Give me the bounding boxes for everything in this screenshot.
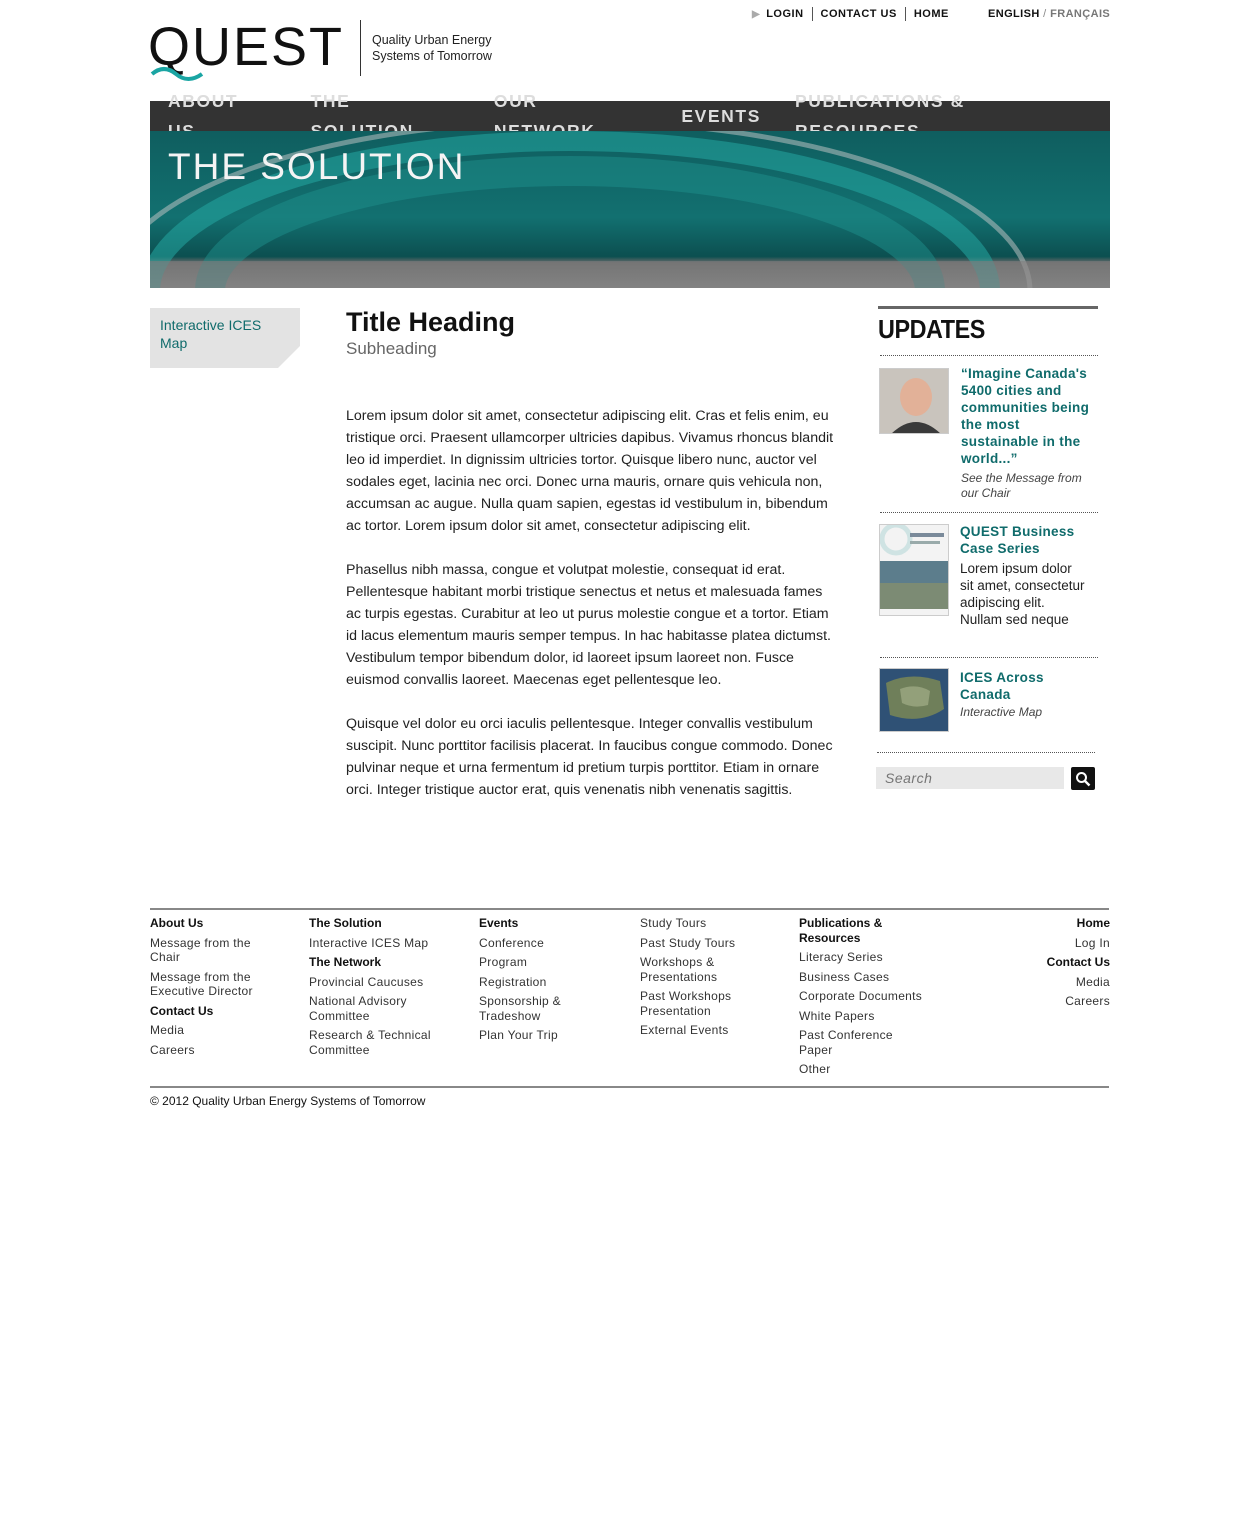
footer-link[interactable]: Other xyxy=(799,1062,831,1076)
footer-link[interactable]: The Network xyxy=(309,955,382,969)
updates-title: UPDATES xyxy=(878,314,985,344)
footer-col-events xyxy=(479,916,589,1048)
footer-link[interactable]: White Papers xyxy=(799,1008,875,1023)
footer-link[interactable]: External Events xyxy=(640,1023,729,1037)
logo-divider xyxy=(360,20,361,76)
paragraph-2: Phasellus nibh massa, congue et volutpat molestie, consequat id erat. Pellentesque habitant morbi tristique senectus et netus et malesuada fames ac turpis egestas. Curabitur at leo ut purus molestie congue et a tortor. Etiam id lacus elementum mauris semper tempus. In hac habitasse platea dictumst. Vestibulum tempor bibendum dolor, id laoreet ipsum laoreet non. Fusce euismod convallis laoreet. Maecenas eget pellentesque leo. xyxy=(346,562,831,688)
update-3-heading[interactable]: ICES Across Canada xyxy=(960,670,1044,702)
copyright: © 2012 Quality Urban Energy Systems of Tomorrow xyxy=(150,1094,426,1108)
update-2-heading[interactable]: QUEST Business Case Series xyxy=(960,524,1075,556)
english-link[interactable]: ENGLISH xyxy=(988,8,1040,20)
search-input[interactable] xyxy=(876,767,1064,789)
quest-logo[interactable]: QUEST xyxy=(148,17,345,77)
business-case-cover[interactable] xyxy=(879,524,949,616)
footer-link[interactable]: Careers xyxy=(150,1042,195,1057)
footer-link[interactable]: Plan Your Trip xyxy=(479,1028,558,1042)
utility-nav xyxy=(752,6,957,22)
footer-link[interactable]: Workshops & Presentations xyxy=(640,955,718,984)
nav-our-network[interactable]: OUR xyxy=(493,91,538,111)
update-2-text: Lorem ipsum dolor sit amet, consectetur adipiscing elit. Nullam sed neque xyxy=(960,561,1085,627)
footer-col-about xyxy=(150,916,275,1062)
person-avatar-icon xyxy=(880,369,949,434)
footer-col-publications xyxy=(799,916,929,1082)
update-3-subtitle: Interactive Map xyxy=(960,705,1043,719)
paragraph-3: Quisque vel dolor eu orci iaculis pellentesque. Integer convallis vestibulum suscipit. Nunc porttitor facilisis placerat. In faucibus congue commodo. Donec pulvinar neque et urna fermentum id pretium turpis porttitor. Etiam in ornare orci. Integer tristique auctor erat, quis venenatis nibh venenatis sagittis. xyxy=(346,716,833,798)
contact-us-link[interactable]: CONTACT US xyxy=(812,7,905,21)
footer-link[interactable]: Past Workshops Presentation xyxy=(640,989,732,1018)
logo-tagline-line1: Quality Urban Energy xyxy=(372,33,492,47)
footer-link[interactable]: Log In xyxy=(1074,935,1110,950)
map-icon xyxy=(880,669,949,732)
paragraph-1: Lorem ipsum dolor sit amet, consectetur adipiscing elit. Cras et felis enim, eu tristique orci. Praesent ullamcorper ultricies dapibus. Vivamus rhoncus blandit leo id imperdiet. In dignissim ultricies tortor. Quisque libero nunc, auctor vel sodales eget, lacinia nec orci. Donec urna mauris, ornare quis vehicula non, accumsan ac augue. Nulla quam sapien, egestas id vestibulum in, bibendum ac tortor. Lorem ipsum dolor sit amet, consectetur adipiscing elit. xyxy=(346,408,834,534)
search-button[interactable] xyxy=(1071,767,1095,790)
footer-link[interactable]: Media xyxy=(1075,974,1110,989)
canada-map-thumbnail[interactable] xyxy=(879,668,949,732)
footer-link[interactable]: Study Tours xyxy=(640,916,707,930)
nav-publications-resources[interactable]: PUBLICATIONS & xyxy=(794,91,965,111)
footer-link[interactable]: Media xyxy=(150,1023,185,1037)
updates-top-rule xyxy=(878,306,1098,309)
language-separator: / xyxy=(1043,8,1047,20)
footer-col-tours xyxy=(640,916,760,1043)
logo-wave-icon xyxy=(150,66,206,84)
banner-title: THE SOLUTION xyxy=(168,146,466,187)
footer-link[interactable]: About Us xyxy=(150,916,204,930)
footer-link[interactable]: Contact Us xyxy=(150,1003,214,1018)
footer-link[interactable]: The Solution xyxy=(309,916,382,930)
search-icon xyxy=(1075,771,1091,787)
footer-link[interactable]: Interactive ICES Map xyxy=(309,935,429,950)
footer-link[interactable]: Conference xyxy=(479,935,545,950)
page-subtitle: Subheading xyxy=(346,339,437,358)
divider xyxy=(880,355,1098,356)
home-link[interactable]: HOME xyxy=(905,7,957,21)
footer-link[interactable]: Publications & Resources xyxy=(799,916,883,945)
footer-link[interactable]: Research & Technical Committee xyxy=(309,1028,431,1057)
update-1-subtitle: See the Message from our Chair xyxy=(961,471,1082,500)
language-switch xyxy=(988,6,1110,22)
footer-link[interactable]: Home xyxy=(1076,916,1110,930)
footer-link[interactable]: Past Conference Paper xyxy=(799,1028,893,1057)
document-cover-icon xyxy=(880,525,949,616)
logo-tagline-line2: Systems of Tomorrow xyxy=(372,49,492,63)
footer-link[interactable]: Registration xyxy=(479,974,547,989)
french-link[interactable]: FRANÇAIS xyxy=(1050,8,1111,20)
nav-about-us[interactable]: ABOUT xyxy=(168,91,239,111)
footer-link[interactable]: Provincial Caucuses xyxy=(309,974,424,989)
footer-link[interactable]: Literacy Series xyxy=(799,950,883,964)
divider xyxy=(880,512,1098,513)
footer-top-rule xyxy=(150,908,1109,910)
nav-events[interactable]: EVENTS xyxy=(681,106,761,126)
footer-link[interactable]: Events xyxy=(479,916,519,930)
play-arrow-icon: ▶ xyxy=(752,8,761,20)
divider xyxy=(877,752,1095,753)
main-nav xyxy=(150,91,1110,131)
logo-tagline xyxy=(372,32,492,64)
footer-link[interactable]: Business Cases xyxy=(799,969,890,984)
body-text xyxy=(346,405,836,823)
footer-col-home xyxy=(1010,916,1110,1014)
footer-link[interactable]: Sponsorship & Tradeshow xyxy=(479,994,561,1023)
login-link[interactable]: LOGIN xyxy=(766,8,804,20)
footer-link[interactable]: Program xyxy=(479,955,528,969)
footer-link[interactable]: Corporate Documents xyxy=(799,989,923,1003)
footer-col-solution xyxy=(309,916,449,1062)
page-title: Title Heading xyxy=(346,307,516,337)
chair-photo[interactable] xyxy=(879,368,949,434)
footer-bottom-rule xyxy=(150,1086,1109,1088)
footer-link[interactable]: Careers xyxy=(1065,994,1110,1008)
footer-link[interactable]: Message from the Chair xyxy=(150,935,251,964)
update-1-heading[interactable]: “Imagine Canada's 5400 cities and communities being the most sustainable in the world...” xyxy=(961,366,1090,466)
footer-link[interactable]: Contact Us xyxy=(1046,955,1110,969)
nav-the-solution[interactable]: THE xyxy=(310,91,351,111)
sidebar-item-ices-map[interactable]: Interactive ICES Map xyxy=(160,317,262,351)
footer-link[interactable]: Past Study Tours xyxy=(640,935,736,950)
footer-link[interactable]: Message from the Executive Director xyxy=(150,969,253,998)
footer-link[interactable]: National Advisory Committee xyxy=(309,994,407,1023)
divider xyxy=(880,657,1098,658)
